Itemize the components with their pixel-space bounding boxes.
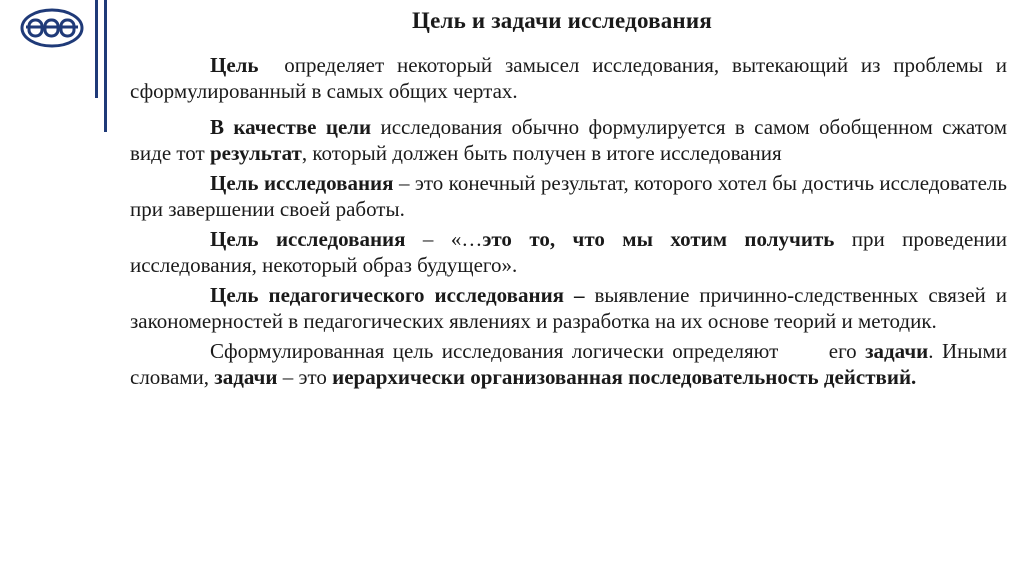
paragraph-goal-final-result: Цель исследования – это конечный результат, которого хотел бы достичь исследователь при завершении своей работы. bbox=[130, 171, 1007, 221]
slide-title: Цель и задачи исследования bbox=[412, 8, 712, 33]
paragraph-goal-result: В качестве цели исследования обычно формулируется в самом обобщенном сжатом виде тот результат, который должен быть получен в итоге исследования bbox=[130, 115, 1007, 165]
paragraph-pedagogical-goal: Цель педагогического исследования – выявление причинно-следственных связей и закономерностей в педагогических явлениях и разработка на их основе теорий и методик. bbox=[130, 283, 1007, 333]
paragraph-goal-future-image: Цель исследования – «…это то, что мы хотим получить при проведении исследования, некоторый образ будущего». bbox=[130, 227, 1007, 277]
paragraph-goal-definition: Цель определяет некоторый замысел исследования, вытекающий из проблемы и сформулированный в самых общих чертах. bbox=[130, 53, 1013, 103]
paragraph-tasks: Сформулированная цель исследования логически определяют его задачи. Иными словами, задачи – это иерархически организованная последовательность действий. bbox=[130, 339, 1007, 389]
slide-body bbox=[130, 52, 1013, 390]
